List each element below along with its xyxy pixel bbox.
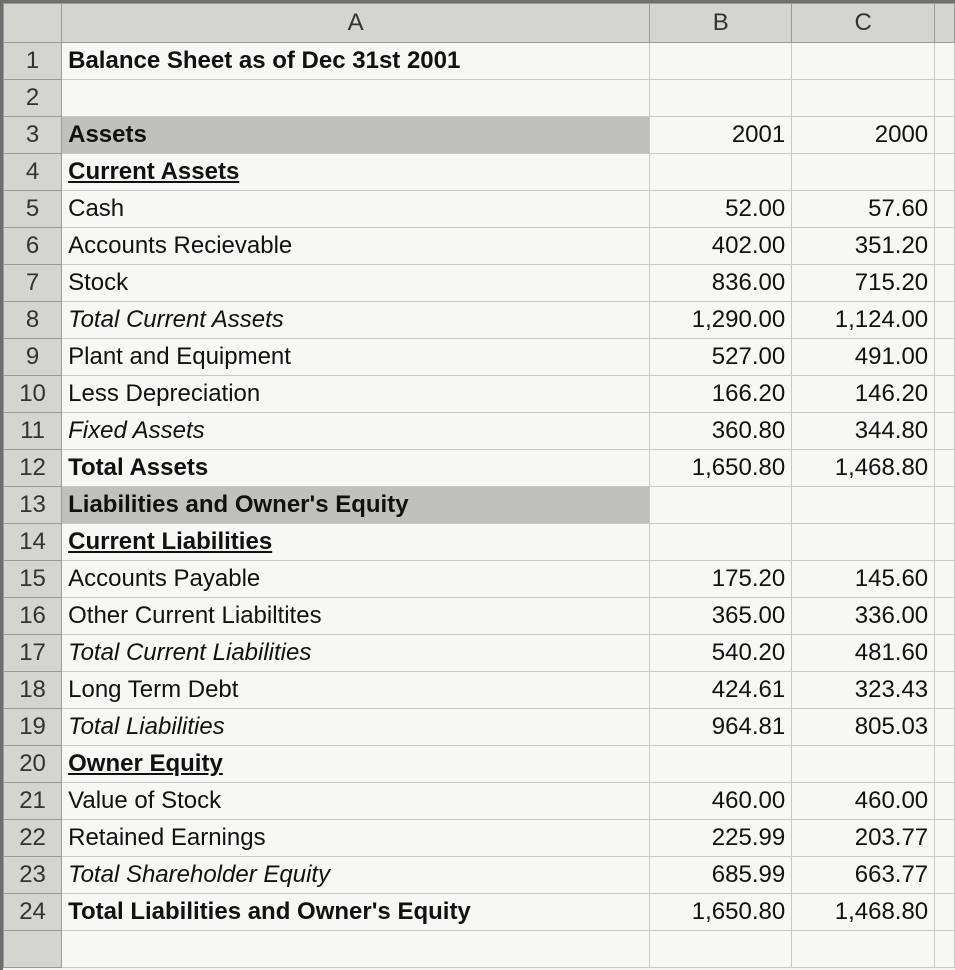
cell-a[interactable]: Cash [62,191,650,228]
cell-a[interactable]: Fixed Assets [62,413,650,450]
table-row [4,43,955,80]
cell-a[interactable]: Accounts Recievable [62,228,650,265]
row-header[interactable]: 1 [4,43,62,80]
cell-a[interactable]: Stock [62,265,650,302]
cell-a[interactable]: Other Current Liabiltites [62,598,650,635]
row-header[interactable]: 23 [4,857,62,894]
table-row [4,339,955,376]
row-header[interactable]: 2 [4,80,62,117]
column-header-c[interactable]: C [792,4,935,43]
table-row [4,672,955,709]
cell-a[interactable]: Balance Sheet as of Dec 31st 2001 [62,43,650,80]
table-row [4,635,955,672]
cell-c[interactable]: 1,468.80 [792,894,935,931]
row-header[interactable]: 17 [4,635,62,672]
row-header[interactable]: 11 [4,413,62,450]
row-header[interactable]: 9 [4,339,62,376]
cell-b[interactable]: 360.80 [650,413,792,450]
table-row [4,857,955,894]
cell-a[interactable]: Total Liabilities [62,709,650,746]
row-header[interactable]: 4 [4,154,62,191]
cell-a[interactable]: Total Assets [62,450,650,487]
select-all-corner[interactable] [4,4,62,43]
cell-a[interactable]: Total Current Liabilities [62,635,650,672]
cell-c[interactable]: 146.20 [792,376,935,413]
table-row [4,228,955,265]
cell-b[interactable] [650,154,792,191]
row-header[interactable]: 8 [4,302,62,339]
cell-b[interactable]: 685.99 [650,857,792,894]
cell-b[interactable]: 365.00 [650,598,792,635]
cell-a[interactable]: Long Term Debt [62,672,650,709]
table-row [4,191,955,228]
row-header[interactable]: 12 [4,450,62,487]
cell-d[interactable] [935,857,955,894]
cell-d[interactable] [935,820,955,857]
empty-cell[interactable] [62,931,650,968]
cell-d[interactable] [935,117,955,154]
empty-cell[interactable] [792,931,935,968]
table-row [4,561,955,598]
row-header[interactable]: 16 [4,598,62,635]
cell-d[interactable] [935,339,955,376]
table-row [4,746,955,783]
cell-d[interactable] [935,450,955,487]
row-header[interactable]: 15 [4,561,62,598]
cell-b[interactable]: 166.20 [650,376,792,413]
row-header[interactable]: 7 [4,265,62,302]
cell-b[interactable]: 964.81 [650,709,792,746]
row-header[interactable]: 6 [4,228,62,265]
table-row [4,265,955,302]
cell-d[interactable] [935,191,955,228]
row-header[interactable]: 20 [4,746,62,783]
cell-c[interactable] [792,43,935,80]
cell-d[interactable] [935,894,955,931]
cell-b[interactable] [650,746,792,783]
cell-b[interactable]: 527.00 [650,339,792,376]
cell-c[interactable]: 1,468.80 [792,450,935,487]
table-row [4,524,955,561]
cell-d[interactable] [935,746,955,783]
cell-c[interactable]: 203.77 [792,820,935,857]
column-header-a[interactable]: A [62,4,650,43]
cell-b[interactable]: 1,290.00 [650,302,792,339]
cell-c[interactable]: 491.00 [792,339,935,376]
cell-b[interactable] [650,43,792,80]
table-row [4,154,955,191]
column-header-d[interactable] [935,4,955,43]
cell-d[interactable] [935,413,955,450]
cell-c[interactable]: 663.77 [792,857,935,894]
cell-b[interactable]: 1,650.80 [650,894,792,931]
cell-c[interactable]: 145.60 [792,561,935,598]
table-row [4,598,955,635]
cell-a[interactable] [62,80,650,117]
row-header[interactable]: 13 [4,487,62,524]
spreadsheet-grid [3,3,955,968]
table-row [4,894,955,931]
row-header[interactable]: 3 [4,117,62,154]
cell-d[interactable] [935,487,955,524]
cell-d[interactable] [935,561,955,598]
table-row [4,80,955,117]
cell-a[interactable]: Total Liabilities and Owner's Equity [62,894,650,931]
cell-b[interactable] [650,524,792,561]
row-header[interactable]: 14 [4,524,62,561]
table-row [4,487,955,524]
table-row [4,820,955,857]
cell-d[interactable] [935,709,955,746]
cell-b[interactable] [650,487,792,524]
cell-b[interactable]: 540.20 [650,635,792,672]
table-row [4,302,955,339]
cell-d[interactable] [935,598,955,635]
cell-c[interactable] [792,80,935,117]
cell-c[interactable]: 351.20 [792,228,935,265]
cell-c[interactable]: 805.03 [792,709,935,746]
cell-c[interactable] [792,154,935,191]
cell-c[interactable] [792,487,935,524]
cell-c[interactable]: 336.00 [792,598,935,635]
cell-b[interactable]: 225.99 [650,820,792,857]
cell-b[interactable]: 52.00 [650,191,792,228]
cell-b[interactable]: 1,650.80 [650,450,792,487]
row-header[interactable]: 21 [4,783,62,820]
row-header[interactable]: 19 [4,709,62,746]
cell-a[interactable]: Value of Stock [62,783,650,820]
cell-a[interactable]: Total Current Assets [62,302,650,339]
cell-c[interactable]: 2000 [792,117,935,154]
cell-c[interactable]: 344.80 [792,413,935,450]
cell-a[interactable]: Current Assets [62,154,650,191]
cell-c[interactable]: 715.20 [792,265,935,302]
cell-b[interactable]: 836.00 [650,265,792,302]
row-header[interactable]: 18 [4,672,62,709]
table-row [4,709,955,746]
cell-a[interactable]: Owner Equity [62,746,650,783]
cell-a[interactable]: Total Shareholder Equity [62,857,650,894]
cell-a[interactable]: Accounts Payable [62,561,650,598]
row-header[interactable]: 22 [4,820,62,857]
table-row [4,931,955,968]
cell-d[interactable] [935,635,955,672]
table-row [4,376,955,413]
cell-a[interactable]: Retained Earnings [62,820,650,857]
cell-a[interactable]: Liabilities and Owner's Equity [62,487,650,524]
cell-d[interactable] [935,43,955,80]
cell-d[interactable] [935,783,955,820]
cell-d[interactable] [935,154,955,191]
cell-c[interactable] [792,524,935,561]
cell-d[interactable] [935,376,955,413]
cell-d[interactable] [935,265,955,302]
cell-c[interactable]: 481.60 [792,635,935,672]
cell-d[interactable] [935,672,955,709]
cell-b[interactable]: 424.61 [650,672,792,709]
table-row [4,450,955,487]
cell-a[interactable]: Assets [62,117,650,154]
cell-c[interactable]: 323.43 [792,672,935,709]
cell-b[interactable]: 2001 [650,117,792,154]
row-header[interactable]: 5 [4,191,62,228]
column-header-b[interactable]: B [650,4,792,43]
cell-c[interactable]: 460.00 [792,783,935,820]
cell-b[interactable]: 460.00 [650,783,792,820]
row-header[interactable]: 10 [4,376,62,413]
empty-cell[interactable] [650,931,792,968]
column-header-row [4,4,955,43]
row-header[interactable] [4,931,62,968]
row-header[interactable]: 24 [4,894,62,931]
cell-a[interactable]: Less Depreciation [62,376,650,413]
cell-c[interactable]: 1,124.00 [792,302,935,339]
cell-a[interactable]: Current Liabilities [62,524,650,561]
cell-b[interactable]: 175.20 [650,561,792,598]
cell-d[interactable] [935,524,955,561]
cell-d[interactable] [935,302,955,339]
cell-d[interactable] [935,80,955,117]
cell-c[interactable]: 57.60 [792,191,935,228]
empty-cell[interactable] [935,931,955,968]
table-row [4,117,955,154]
cell-a[interactable]: Plant and Equipment [62,339,650,376]
table-row [4,783,955,820]
table-row [4,413,955,450]
cell-d[interactable] [935,228,955,265]
cell-b[interactable]: 402.00 [650,228,792,265]
cell-b[interactable] [650,80,792,117]
cell-c[interactable] [792,746,935,783]
